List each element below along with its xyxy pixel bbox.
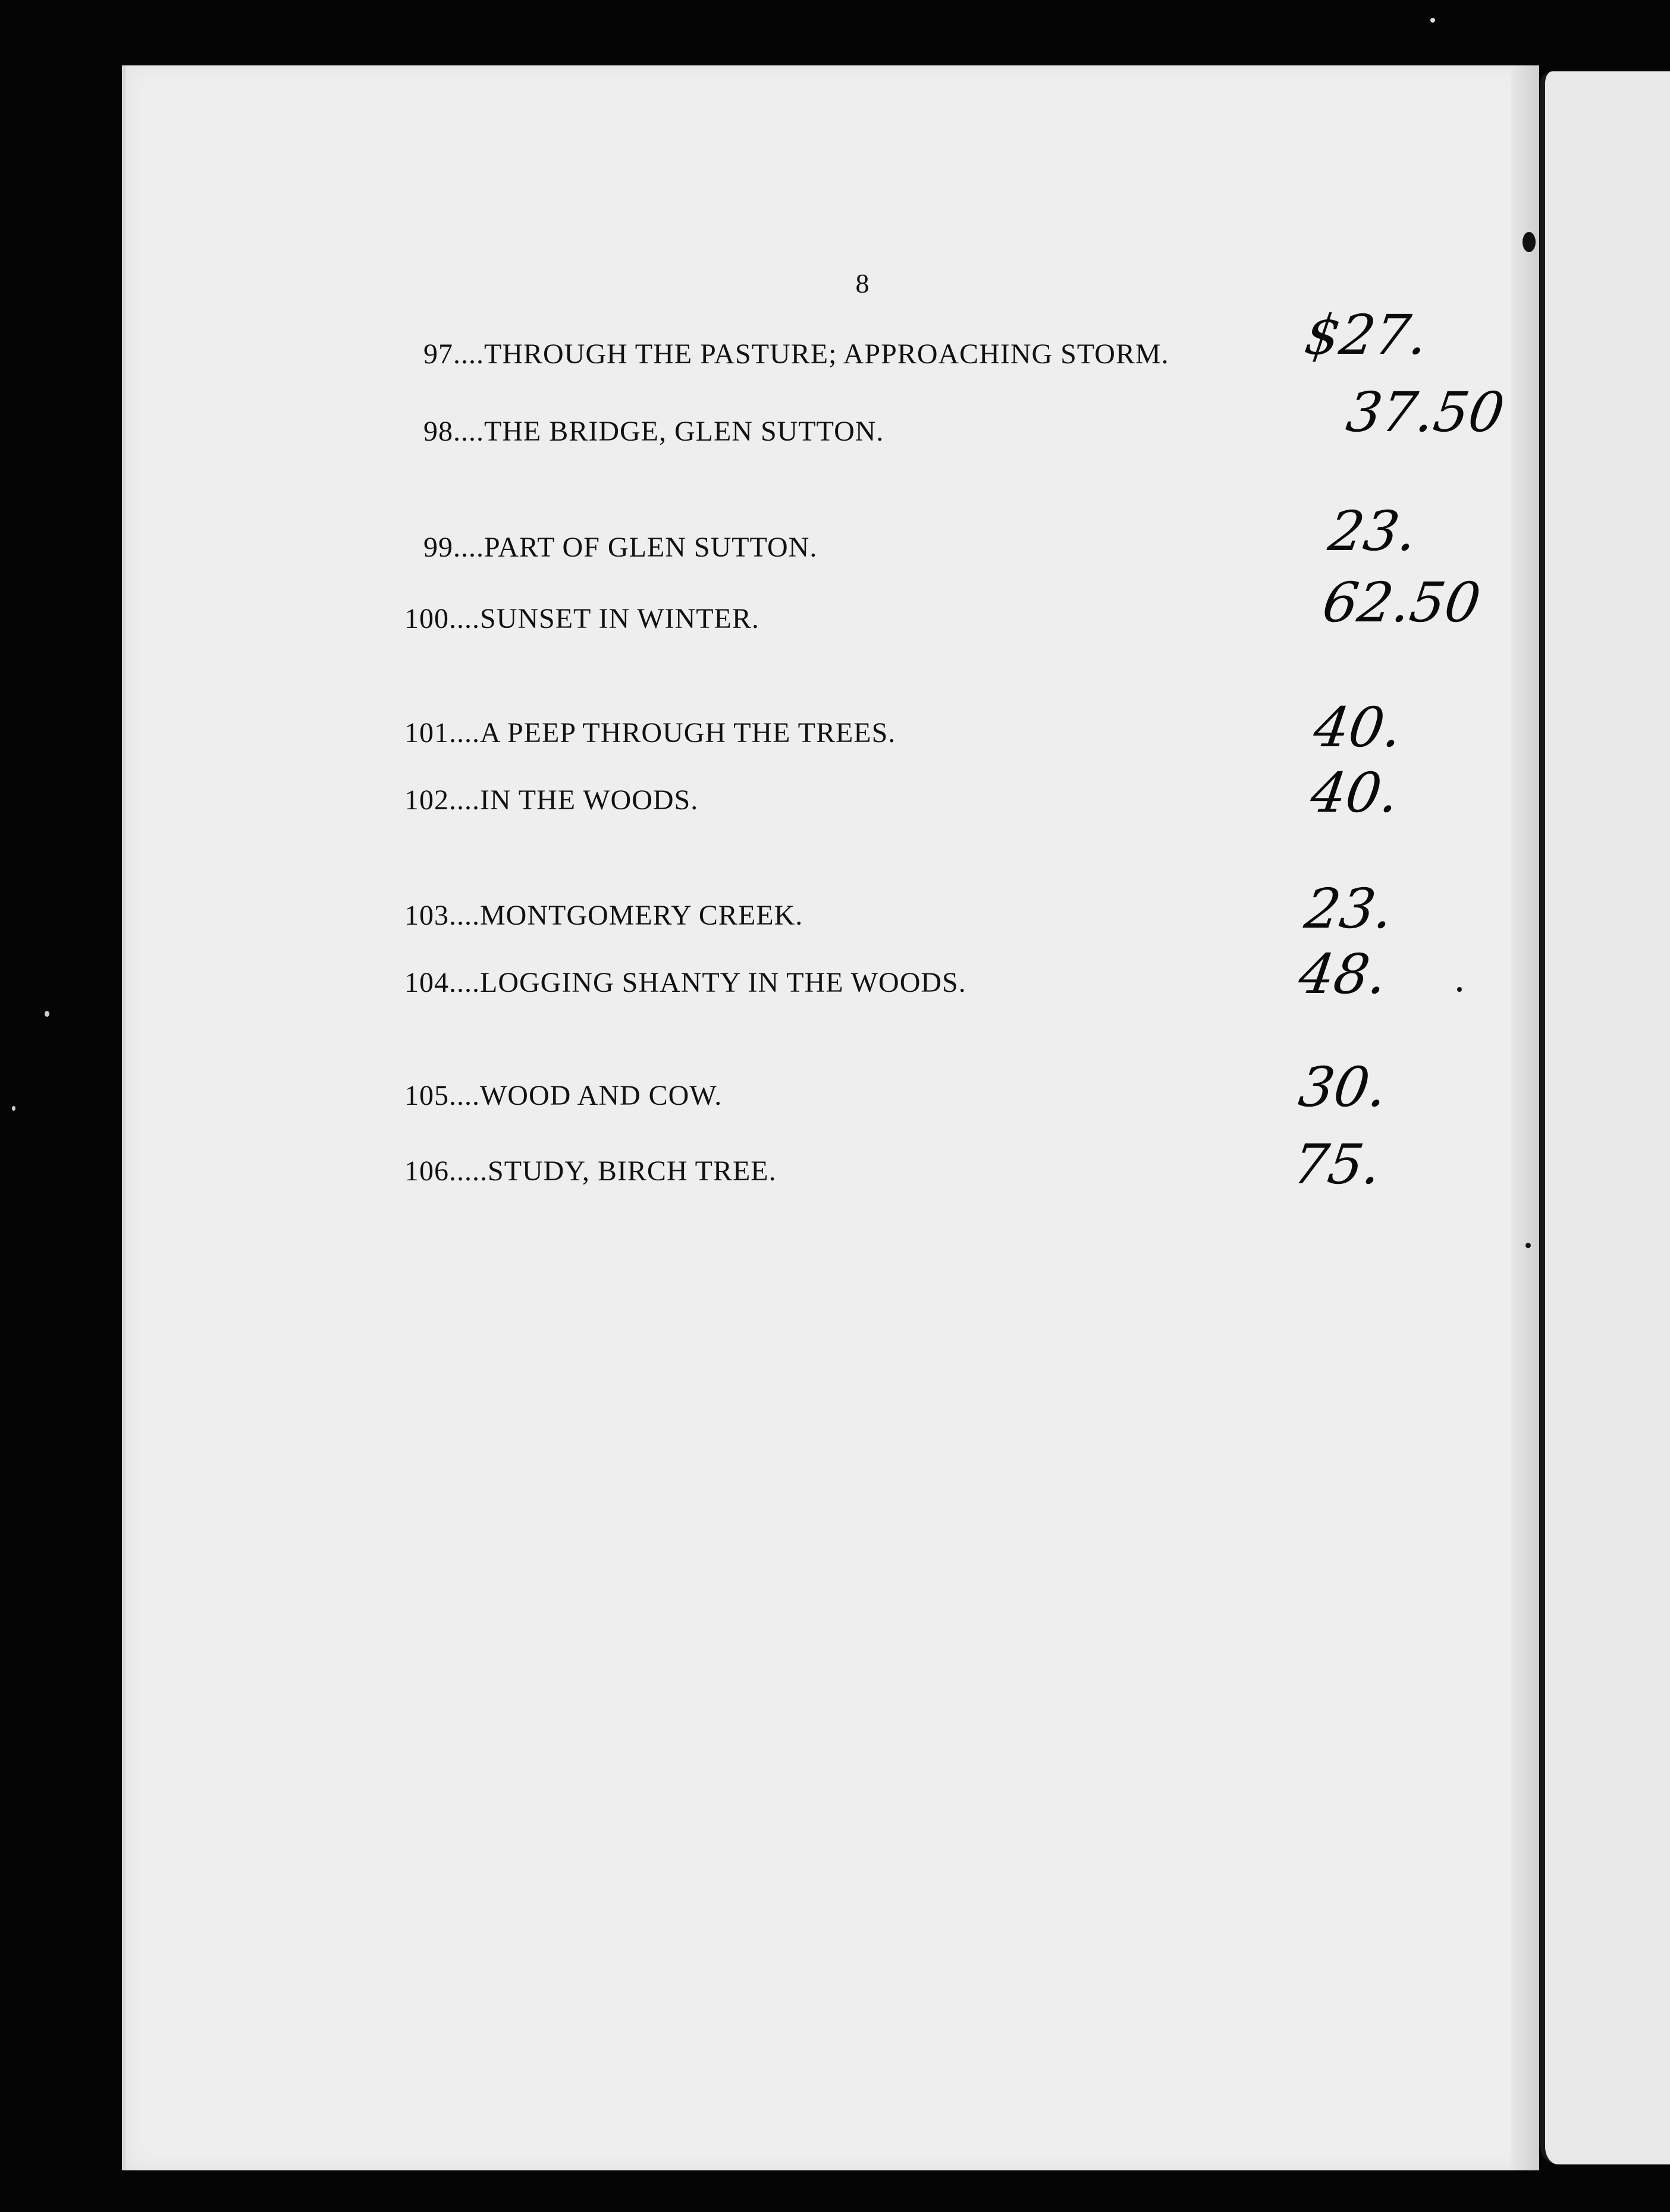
entry-leader-dots: ....	[453, 416, 484, 447]
ink-speck	[1457, 987, 1462, 992]
handwritten-price: 40.	[1310, 696, 1406, 759]
handwritten-price: 75.	[1289, 1133, 1385, 1196]
catalogue-entry	[404, 1155, 777, 1187]
handwritten-price: 40.	[1307, 761, 1403, 825]
entry-number: 100	[404, 603, 449, 634]
entry-number: 106	[404, 1155, 449, 1187]
catalogue-entry	[404, 784, 698, 816]
handwritten-price: 37.50	[1342, 381, 1508, 444]
entry-title: MONTGOMERY CREEK.	[480, 900, 803, 931]
entry-leader-dots: ....	[453, 532, 484, 563]
entry-title: LOGGING SHANTY IN THE WOODS.	[480, 967, 966, 998]
ink-speck	[1525, 1243, 1531, 1248]
entry-title: THROUGH THE PASTURE; APPROACHING STORM.	[484, 338, 1169, 370]
catalogue-entry	[423, 531, 817, 564]
entry-number: 97	[423, 338, 453, 370]
page-fold-shadow	[1511, 65, 1539, 2170]
page-number: 8	[855, 268, 869, 299]
entry-title: PART OF GLEN SUTTON.	[484, 532, 818, 563]
entry-leader-dots: ....	[449, 603, 480, 634]
entry-title: THE BRIDGE, GLEN SUTTON.	[484, 416, 884, 447]
margin-mark	[1523, 232, 1536, 252]
entry-title: STUDY, BIRCH TREE.	[488, 1155, 777, 1187]
entry-number: 101	[404, 717, 449, 749]
catalogue-entry	[404, 717, 896, 749]
handwritten-price: 23.	[1301, 877, 1397, 941]
handwritten-price: $27.	[1301, 303, 1432, 367]
entry-number: 103	[404, 900, 449, 931]
catalogue-entry	[423, 338, 1169, 370]
entry-leader-dots: .....	[449, 1155, 488, 1187]
entry-number: 105	[404, 1080, 449, 1111]
next-page-edge	[1540, 71, 1670, 2164]
catalogue-entry	[404, 1079, 722, 1112]
entry-leader-dots: ....	[453, 338, 484, 370]
entry-number: 102	[404, 784, 449, 816]
entry-title: A PEEP THROUGH THE TREES.	[480, 717, 896, 749]
catalogue-entry	[404, 966, 966, 999]
entry-leader-dots: ....	[449, 1080, 480, 1111]
handwritten-price: 62.50	[1319, 571, 1484, 634]
catalogue-entry	[404, 899, 803, 932]
handwritten-price: 23.	[1324, 499, 1421, 563]
entry-title: IN THE WOODS.	[480, 784, 699, 816]
entry-leader-dots: ....	[449, 784, 480, 816]
entry-number: 104	[404, 967, 449, 998]
entry-leader-dots: ....	[449, 717, 480, 749]
dust-speck	[1430, 18, 1435, 23]
entry-title: WOOD AND COW.	[480, 1080, 723, 1111]
entry-leader-dots: ....	[449, 967, 480, 998]
handwritten-price: 48.	[1295, 942, 1391, 1006]
catalogue-entry	[423, 415, 884, 448]
entry-number: 98	[423, 416, 453, 447]
dust-speck	[45, 1011, 49, 1017]
handwritten-price: 30.	[1295, 1055, 1391, 1119]
entry-title: SUNSET IN WINTER.	[480, 603, 759, 634]
catalogue-entry	[404, 602, 759, 635]
entry-number: 99	[423, 532, 453, 563]
dust-speck	[12, 1106, 15, 1111]
entry-leader-dots: ....	[449, 900, 480, 931]
